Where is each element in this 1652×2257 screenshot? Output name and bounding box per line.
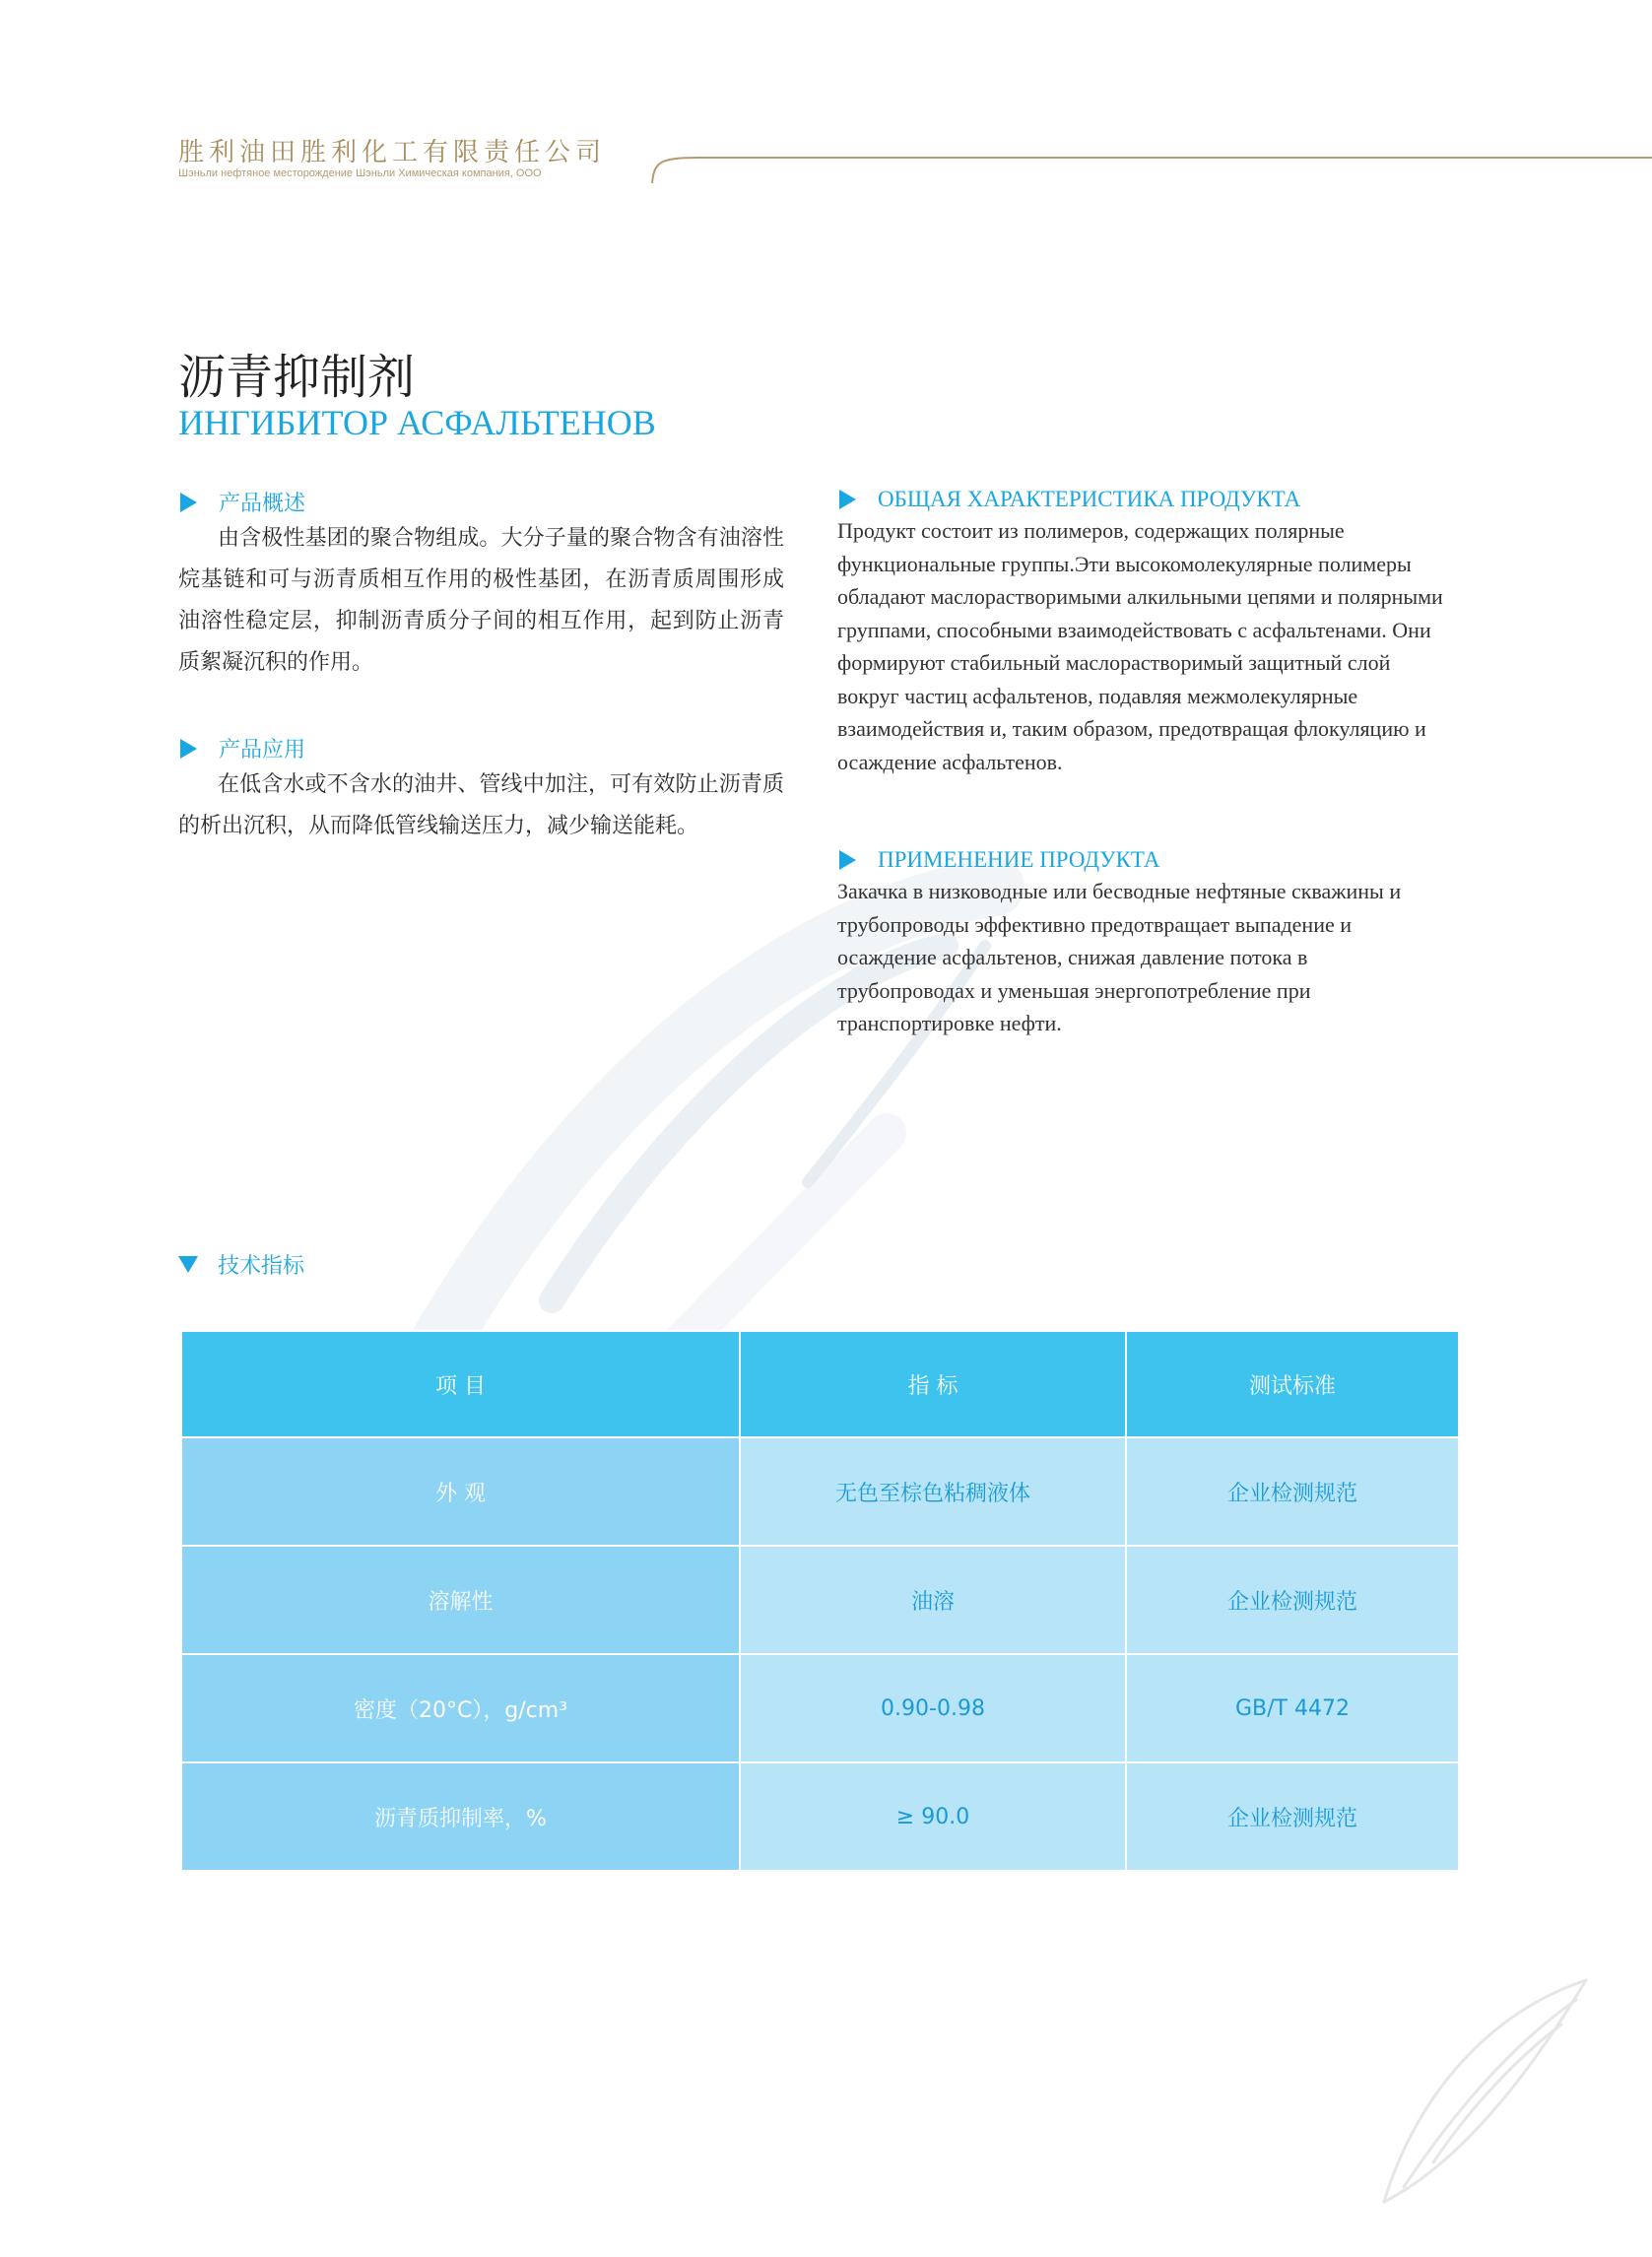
table-cell: ≥ 90.0 [740,1762,1126,1871]
section-heading-overview-cn [180,487,305,517]
table-cell: 沥青质抑制率，% [181,1762,740,1871]
column-header-standard: 测试标准 [1126,1331,1459,1437]
table-header-row [181,1331,1459,1437]
table-cell: 外 观 [181,1437,740,1546]
table-row [181,1762,1459,1871]
section-heading-label: 产品概述 [219,492,306,516]
triangle-down-icon [178,1256,198,1273]
table-cell: 密度（20°C），g/cm³ [181,1654,740,1762]
table-cell: GB/T 4472 [1126,1654,1459,1762]
triangle-right-icon [180,493,197,512]
overview-text-cn: 由含极性基团的聚合物组成。大分子量的聚合物含有油溶性烷基链和可与沥青质相互作用的极性基团，在沥青质周围形成油溶性稳定层，抑制沥青质分子间的相互作用，起到防止沥青质絮凝沉积的作用。 [178,526,784,675]
section-heading-application-ru [839,847,1159,873]
section-heading-specs [178,1249,304,1280]
section-heading-label: 技术指标 [218,1254,305,1279]
table-row [181,1437,1459,1546]
table-cell: 企业检测规范 [1126,1762,1459,1871]
section-heading-label: 产品应用 [219,738,306,763]
triangle-right-icon [180,739,197,759]
column-header-value: 指 标 [740,1331,1126,1437]
table-row [181,1654,1459,1762]
product-title-cn: 沥青抑制剂 [178,350,416,405]
table-cell: 无色至棕色粘稠液体 [740,1437,1126,1546]
section-heading-application-cn [180,733,305,763]
application-text-ru: Закачка в низководные или бесводные нефтяные скважины и трубопроводы эффективно предотвращает выпадение и осаждение асфальтенов, снижая давление потока в трубопроводах и уменьшая энергопотребление при транспортировке нефти. [837,879,1402,1035]
table-cell: 溶解性 [181,1546,740,1654]
table-cell: 油溶 [740,1546,1126,1654]
section-heading-label: ПРИМЕНЕНИЕ ПРОДУКТА [878,847,1160,872]
application-text-cn: 在低含水或不含水的油井、管线中加注，可有效防止沥青质的析出沉积，从而降低管线输送压力，减少输送能耗。 [178,772,784,838]
table-cell: 企业检测规范 [1126,1546,1459,1654]
company-name-cn: 胜利油田胜利化工有限责任公司 [178,138,607,167]
table-row [181,1546,1459,1654]
product-title-ru: ИНГИБИТОР АСФАЛЬТЕНОВ [178,403,656,442]
section-heading-label: ОБЩАЯ ХАРАКТЕРИСТИКА ПРОДУКТА [878,487,1301,511]
header-divider-line [640,148,1652,187]
company-name-ru: Шэньли нефтяное месторождение Шэньли Химическая компания, ООО [178,167,542,179]
specs-table [180,1330,1460,1872]
triangle-right-icon [839,850,856,870]
table-cell: 0.90-0.98 [740,1654,1126,1762]
leaf-watermark-logo [1364,1965,1601,2222]
table-cell: 企业检测规范 [1126,1437,1459,1546]
triangle-right-icon [839,490,856,509]
overview-text-ru: Продукт состоит из полимеров, содержащих полярные функциональные группы.Эти высокомолекулярные полимеры обладают маслорастворимыми алкильными цепями и полярными группами, способными взаимодействовать с асфальтенами. Они формируют стабильный маслорастворимый защитный слой вокруг частиц асфальтенов, подавляя межмолекулярные взаимодействия и, таким образом, предотвращая флокуляцию и осаждение асфальтенов. [837,518,1443,774]
section-heading-overview-ru [839,487,1300,512]
column-header-item: 项 目 [181,1331,740,1437]
